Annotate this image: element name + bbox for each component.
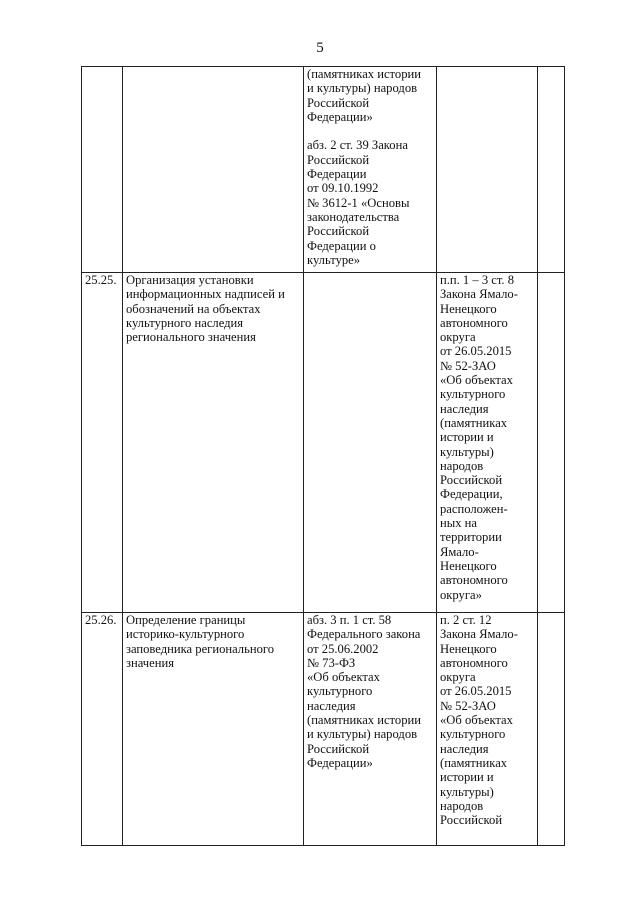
- row-number-cell: 25.26.: [82, 613, 123, 846]
- federal-basis-cell: (памятниках истории и культуры) народов Российской Федерации» абз. 2 ст. 39 Закона Российской Федерации от 09.10.1992 № 3612-1 «Основы законодательства Российской Федерации о культуре»: [304, 67, 437, 273]
- extra-cell: [538, 273, 565, 613]
- row-number-cell: [82, 67, 123, 273]
- federal-basis-cell: [304, 273, 437, 613]
- table-row: [82, 613, 565, 846]
- extra-cell: [538, 67, 565, 273]
- regional-basis-cell: [437, 67, 538, 273]
- page-number: 5: [316, 40, 324, 56]
- regional-basis-cell: п.п. 1 – 3 ст. 8 Закона Ямало- Ненецкого автономного округа от 26.05.2015 № 52-ЗАО «Об объектах культурного наследия (памятниках истории и культуры) народов Российской Федерации, расположен- ных на территории Ямало- Ненецкого автономного округа»: [437, 273, 538, 613]
- table-row: [82, 67, 565, 273]
- powers-table: [81, 66, 565, 846]
- row-number-cell: 25.25.: [82, 273, 123, 613]
- table-row: [82, 273, 565, 613]
- extra-cell: [538, 613, 565, 846]
- power-name-cell: [123, 67, 304, 273]
- federal-basis-cell: абз. 3 п. 1 ст. 58 Федерального закона от 25.06.2002 № 73-ФЗ «Об объектах культурного наследия (памятниках истории и культуры) народов Российской Федерации»: [304, 613, 437, 846]
- power-name-cell: Определение границы историко-культурного заповедника регионального значения: [123, 613, 304, 846]
- power-name-cell: Организация установки информационных надписей и обозначений на объектах культурного наследия регионального значения: [123, 273, 304, 613]
- regional-basis-cell: п. 2 ст. 12 Закона Ямало- Ненецкого автономного округа от 26.05.2015 № 52-ЗАО «Об объектах культурного наследия (памятниках истории и культуры) народов Российской: [437, 613, 538, 846]
